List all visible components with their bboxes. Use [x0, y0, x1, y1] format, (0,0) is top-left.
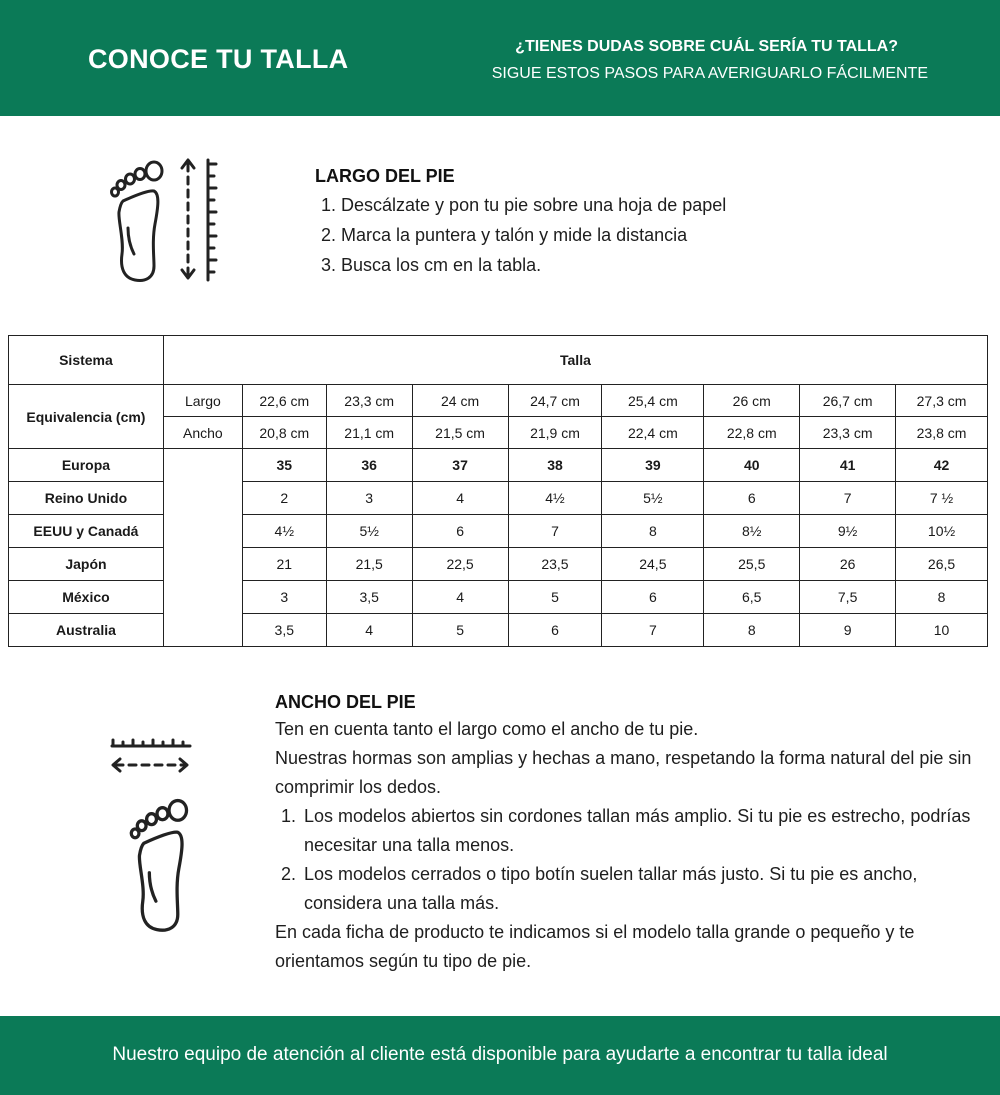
row-label: Australia	[9, 614, 164, 647]
list-item	[275, 860, 975, 918]
list-number: 2.	[280, 864, 296, 884]
ancho-section	[275, 692, 975, 976]
table-cell: 25,4 cm	[602, 385, 704, 417]
ancho-intro: Nuestras hormas son amplias y hechas a mano, respetando la forma natural del pie sin comprimir los dedos.	[275, 748, 972, 797]
table-row	[9, 614, 988, 647]
table-cell: 21,9 cm	[508, 417, 602, 449]
table-cell: 9	[800, 614, 896, 647]
ancho-list	[275, 802, 975, 918]
table-cell: 5½	[602, 482, 704, 515]
table-cell: 36	[326, 449, 412, 482]
table-cell: 42	[896, 449, 988, 482]
list-item	[275, 802, 975, 860]
table-cell: 3	[242, 581, 326, 614]
footer-banner	[0, 1016, 1000, 1095]
table-cell: 8	[602, 515, 704, 548]
table-cell: 21,1 cm	[326, 417, 412, 449]
equivalencia-label: Equivalencia (cm)	[9, 385, 164, 449]
table-cell: 9½	[800, 515, 896, 548]
table-cell: 4	[326, 614, 412, 647]
largo-label: Largo	[163, 385, 242, 417]
table-cell: 8	[896, 581, 988, 614]
table-cell: 21,5 cm	[412, 417, 508, 449]
table-cell: 7,5	[800, 581, 896, 614]
table-cell: 37	[412, 449, 508, 482]
table-cell: 7	[508, 515, 602, 548]
table-cell: 8	[704, 614, 800, 647]
table-cell: 6,5	[704, 581, 800, 614]
largo-step: 2. Marca la puntera y talón y mide la distancia	[321, 225, 688, 245]
table-cell: 2	[242, 482, 326, 515]
table-row	[9, 548, 988, 581]
table-cell: 26,7 cm	[800, 385, 896, 417]
table-cell: 23,3 cm	[800, 417, 896, 449]
header-sistema: Sistema	[9, 336, 164, 385]
table-cell: 3	[326, 482, 412, 515]
table-cell: 40	[704, 449, 800, 482]
table-cell: 22,6 cm	[242, 385, 326, 417]
table-cell: 25,5	[704, 548, 800, 581]
table-cell: 24 cm	[412, 385, 508, 417]
table-row	[9, 482, 988, 515]
table-cell: 23,5	[508, 548, 602, 581]
table-cell: 6	[412, 515, 508, 548]
header-question: ¿TIENES DUDAS SOBRE CUÁL SERÍA TU TALLA?	[515, 38, 898, 55]
largo-title: LARGO DEL PIE	[315, 166, 455, 186]
list-number: 1.	[280, 806, 296, 826]
table-row	[9, 581, 988, 614]
largo-step: 3. Busca los cm en la tabla.	[321, 255, 542, 275]
empty-cell	[163, 614, 242, 647]
table-cell: 41	[800, 449, 896, 482]
table-cell: 6	[508, 614, 602, 647]
horizontal-ruler-icon	[110, 738, 192, 779]
ancho-intro: Ten en cuenta tanto el largo como el ancho de tu pie.	[275, 719, 699, 739]
page-title: CONOCE TU TALLA	[88, 44, 349, 74]
table-cell: 8½	[704, 515, 800, 548]
table-cell: 20,8 cm	[242, 417, 326, 449]
row-label: México	[9, 581, 164, 614]
ancho-title: ANCHO DEL PIE	[275, 692, 416, 712]
empty-cell	[163, 515, 242, 548]
table-cell: 22,8 cm	[704, 417, 800, 449]
list-text: Los modelos abiertos sin cordones tallan más amplio. Si tu pie es estrecho, podrías necesitar una talla menos.	[304, 806, 971, 855]
table-cell: 23,8 cm	[896, 417, 988, 449]
size-table	[8, 335, 988, 647]
ancho-label: Ancho	[163, 417, 242, 449]
table-cell: 24,5	[602, 548, 704, 581]
table-cell: 10	[896, 614, 988, 647]
foot-icon	[122, 794, 192, 939]
vertical-ruler-icon	[178, 156, 220, 289]
table-cell: 5	[508, 581, 602, 614]
foot-icon	[104, 156, 166, 289]
table-cell: 21,5	[326, 548, 412, 581]
table-cell: 7	[800, 482, 896, 515]
table-cell: 26 cm	[704, 385, 800, 417]
footer-message: Nuestro equipo de atención al cliente está disponible para ayudarte a encontrar tu talla ideal	[112, 1044, 888, 1065]
table-cell: 22,4 cm	[602, 417, 704, 449]
empty-cell	[163, 581, 242, 614]
header-banner	[0, 0, 1000, 116]
table-cell: 7 ½	[896, 482, 988, 515]
table-row	[9, 515, 988, 548]
row-label: Reino Unido	[9, 482, 164, 515]
empty-cell	[163, 449, 242, 482]
list-text: Los modelos cerrados o tipo botín suelen tallar más justo. Si tu pie es ancho, considera una talla más.	[304, 864, 918, 913]
table-cell: 4½	[508, 482, 602, 515]
table-cell: 5½	[326, 515, 412, 548]
table-cell: 22,5	[412, 548, 508, 581]
table-cell: 4	[412, 482, 508, 515]
table-cell: 3,5	[242, 614, 326, 647]
table-cell: 7	[602, 614, 704, 647]
table-cell: 3,5	[326, 581, 412, 614]
table-cell: 4½	[242, 515, 326, 548]
largo-steps	[315, 190, 955, 280]
empty-cell	[163, 482, 242, 515]
table-cell: 21	[242, 548, 326, 581]
table-cell: 35	[242, 449, 326, 482]
header-subtitle: SIGUE ESTOS PASOS PARA AVERIGUARLO FÁCILMENTE	[491, 65, 928, 82]
ancho-outro: En cada ficha de producto te indicamos si el modelo talla grande o pequeño y te orientamos según tu tipo de pie.	[275, 922, 915, 971]
table-cell: 6	[602, 581, 704, 614]
row-label: EEUU y Canadá	[9, 515, 164, 548]
largo-step: 1. Descálzate y pon tu pie sobre una hoja de papel	[321, 195, 727, 215]
table-cell: 38	[508, 449, 602, 482]
table-row	[9, 449, 988, 482]
empty-cell	[163, 548, 242, 581]
table-cell: 26,5	[896, 548, 988, 581]
largo-section	[315, 166, 955, 280]
header-talla: Talla	[163, 336, 987, 385]
table-cell: 23,3 cm	[326, 385, 412, 417]
table-cell: 10½	[896, 515, 988, 548]
table-cell: 27,3 cm	[896, 385, 988, 417]
row-label: Japón	[9, 548, 164, 581]
table-cell: 4	[412, 581, 508, 614]
table-cell: 6	[704, 482, 800, 515]
row-label: Europa	[9, 449, 164, 482]
table-cell: 26	[800, 548, 896, 581]
table-cell: 5	[412, 614, 508, 647]
table-cell: 24,7 cm	[508, 385, 602, 417]
table-cell: 39	[602, 449, 704, 482]
